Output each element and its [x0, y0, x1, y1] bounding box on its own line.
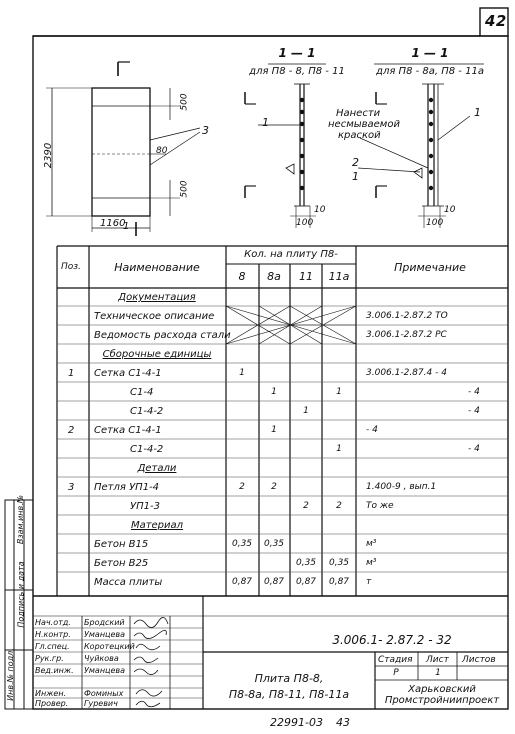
note-line3: краской — [338, 130, 381, 141]
dim-100a: 100 — [296, 218, 314, 228]
row-name: УП1-3 — [130, 501, 160, 512]
section-left-subtitle: для П8 - 8, П8 - 11 — [249, 66, 345, 77]
row-qty: 2 — [336, 501, 342, 511]
staff-name: Гуревич — [84, 699, 118, 708]
dim-100b: 100 — [426, 218, 444, 228]
row-note: То же — [366, 501, 394, 511]
row-qty: 1 — [271, 387, 277, 397]
row-name: С1-4-2 — [130, 406, 164, 417]
section-right-title: 1 — 1 — [411, 46, 449, 60]
dim-height: 2390 — [43, 142, 55, 169]
row-qty: 0,35 — [295, 558, 317, 568]
row-qty: 1 — [336, 387, 342, 397]
staff-name: Уманцева — [84, 630, 126, 639]
row-note: - 4 — [468, 387, 480, 397]
stage-label: Стадия — [378, 655, 413, 665]
section-right-subtitle: для П8 - 8а, П8 - 11а — [376, 66, 484, 77]
staff-name: Чуйкова — [84, 654, 119, 663]
sheet-number: 42 — [485, 12, 507, 30]
dim-10b: 10 — [444, 205, 456, 215]
section-left-leader-1: 1 — [262, 116, 269, 129]
row-pos: 1 — [68, 368, 75, 379]
row-note: 3.006.1-2.87.4 - 4 — [366, 368, 447, 378]
sheet-value: 1 — [435, 668, 441, 678]
row-pos: 3 — [68, 482, 75, 493]
dim-width: 1160 — [100, 218, 126, 229]
row-note: м³ — [366, 558, 377, 568]
row-qty: 0,87 — [263, 577, 285, 587]
row-qty: 0,87 — [328, 577, 350, 587]
row-name: Бетон В15 — [94, 539, 149, 550]
header-note: Примечание — [394, 261, 466, 274]
header-name: Наименование — [114, 261, 200, 274]
staff-role: Рук.гр. — [35, 654, 64, 663]
note-line2: несмываемой — [328, 119, 400, 130]
section-left-title: 1 — 1 — [278, 46, 316, 60]
row-note: 1.400-9 , вып.1 — [366, 482, 437, 492]
row-qty: 2 — [303, 501, 309, 511]
row-qty: 0,35 — [231, 539, 253, 549]
row-name: С1-4 — [130, 387, 154, 398]
footer-number: 22991-03 — [270, 716, 323, 729]
row-note: т — [366, 577, 372, 587]
row-qty: 2 — [239, 482, 245, 492]
row-qty: 1 — [303, 406, 309, 416]
sheet-label: Лист — [426, 655, 449, 665]
staff-name: Уманцева — [84, 666, 126, 675]
row-note: м³ — [366, 539, 377, 549]
dim-10a: 10 — [314, 205, 326, 215]
dim-bottom: 500 — [179, 180, 190, 198]
row-pos: 2 — [68, 425, 75, 436]
side-stamp-sign: Подпись и дата — [16, 561, 26, 628]
row-qty: 2 — [271, 482, 277, 492]
leader-3: 3 — [202, 124, 209, 137]
row-note: 3.006.1-2.87.2 РС — [366, 330, 447, 340]
dim-mid: 80 — [156, 146, 168, 156]
front-view — [46, 62, 200, 236]
org-line2: Промстройниипроект — [384, 695, 500, 706]
row-name: Масса плиты — [94, 577, 163, 588]
title-line2: П8-8а, П8-11, П8-11а — [228, 688, 350, 701]
row-name: Сетка С1-4-1 — [94, 368, 162, 379]
staff-role: Инжен. — [35, 689, 67, 698]
staff-role: Нач.отд. — [35, 618, 71, 627]
row-qty: 0,87 — [295, 577, 317, 587]
footer-page: 43 — [336, 716, 350, 729]
row-name: Ведомость расхода стали — [94, 330, 231, 341]
staff-name: Фоминых — [84, 689, 124, 698]
section-right-leader-1-bottom: 1 — [352, 170, 359, 183]
row-qty: 1 — [271, 425, 277, 435]
sheets-label: Листов — [462, 655, 496, 665]
side-stamp-replace: Взам.инв.№ — [16, 494, 26, 545]
header-qty-group: Кол. на плиту П8- — [244, 249, 338, 260]
header-c1: 8 — [238, 270, 246, 283]
row-note: 3.006.1-2.87.2 ТО — [366, 311, 448, 321]
row-name: Техническое описание — [94, 311, 215, 322]
mark-1: 1 — [123, 221, 130, 232]
row-note: - 4 — [366, 425, 378, 435]
row-qty: 1 — [239, 368, 245, 378]
staff-role: Гл.спец. — [35, 642, 70, 651]
staff-role: Провер. — [35, 699, 69, 708]
section-left-drawing — [245, 64, 326, 228]
row-section-title: Сборочные единицы — [102, 349, 212, 360]
header-c4: 11а — [328, 270, 350, 283]
staff-name: Бродский — [84, 618, 125, 627]
note-line1: Нанести — [336, 108, 381, 119]
staff-role: Вед.инж. — [35, 666, 74, 675]
staff-role: Н.контр. — [35, 630, 71, 639]
row-section-title: Материал — [130, 520, 184, 531]
header-c2: 8а — [267, 270, 281, 283]
title-line1: Плита П8-8, — [254, 672, 324, 685]
section-right-leader-1: 1 — [474, 106, 481, 119]
row-name: С1-4-2 — [130, 444, 164, 455]
dim-top: 500 — [179, 93, 190, 111]
row-name: Бетон В25 — [94, 558, 149, 569]
header-c3: 11 — [299, 270, 313, 283]
doc-code: 3.006.1- 2.87.2 - 32 — [332, 633, 452, 647]
section-right-leader-2: 2 — [352, 156, 359, 169]
stage-value: Р — [393, 668, 399, 678]
section-right-drawing — [358, 64, 484, 228]
row-section-title: Документация — [118, 292, 196, 303]
row-qty: 0,35 — [263, 539, 285, 549]
row-note: - 4 — [468, 444, 480, 454]
row-section-title: Детали — [137, 463, 177, 474]
row-qty: 0,87 — [231, 577, 253, 587]
side-stamp-inv: Инв.№ подл. — [5, 648, 15, 701]
row-note: - 4 — [468, 406, 480, 416]
row-name: Сетка С1-4-1 — [94, 425, 162, 436]
row-qty: 0,35 — [328, 558, 350, 568]
header-pos: Поз. — [61, 262, 81, 272]
row-name: Петля УП1-4 — [94, 482, 160, 493]
staff-name: Коротецкий — [84, 642, 135, 651]
row-qty: 1 — [336, 444, 342, 454]
org-line1: Харьковский — [408, 684, 476, 695]
